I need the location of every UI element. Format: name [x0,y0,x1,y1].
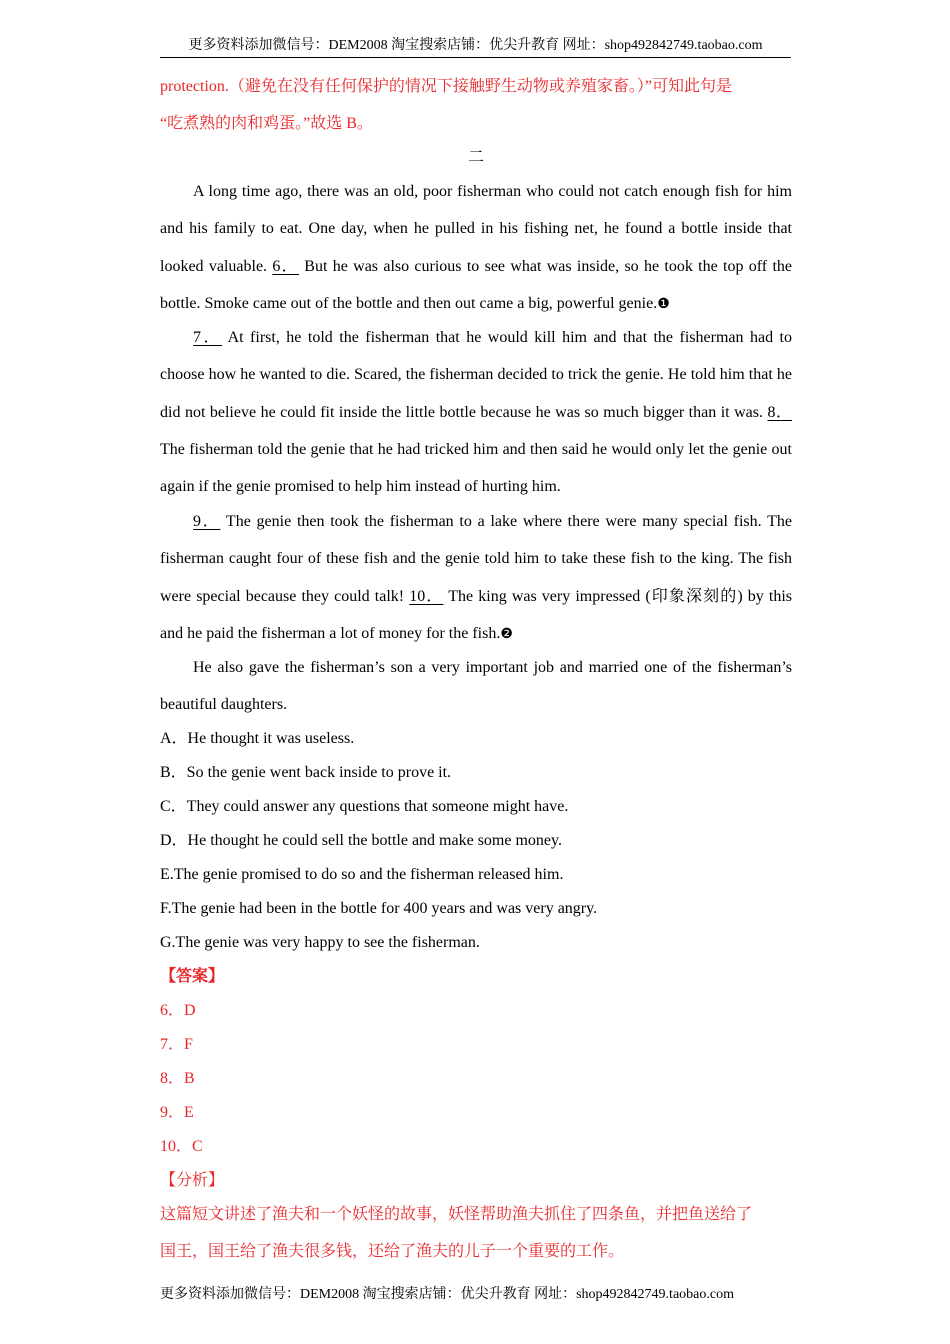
option-f: F.The genie had been in the bottle for 400 years and was very angry. [160,900,598,917]
p2-text-a: At first, he told the fisherman that he would kill him and that the fisherman had to choose how he wanted to die. Scared, the fisherman decided to trick the genie. He told him that he did not believe he could fit inside the little bottle because he was so much bigger than it was. [160,329,792,421]
page-footer: 更多资料添加微信号：DEM2008 淘宝搜索店铺：优尖升教育 网址：shop492842749.taobao.com [160,1287,734,1302]
analysis-line-2: 国王，国王给了渔夫很多钱，还给了渔夫的儿子一个重要的工作。 [160,1243,625,1260]
analysis-line-1: 这篇短文讲述了渔夫和一个妖怪的故事，妖怪帮助渔夫抓住了四条鱼，并把鱼送给了 [160,1206,753,1223]
analysis-heading: 【分析】 [160,1172,225,1189]
passage-paragraph-2 [160,319,792,505]
passage-paragraph-1 [160,173,792,323]
answer-heading: 【答案】 [160,968,225,985]
blank-6: 6． [272,257,299,275]
footnote-mark-1: ❶ [657,296,670,312]
answer-6: 6．D [160,1002,196,1019]
option-g: G.The genie was very happy to see the fisherman. [160,934,480,951]
option-d: D．He thought he could sell the bottle and make some money. [160,832,562,849]
blank-8: 8． [767,403,792,421]
passage-paragraph-4: He also gave the fisherman’s son a very important job and married one of the fisherman’s beautiful daughters. [160,659,792,714]
p1-text-a: A long time ago, there was an old, poor fisherman who could not catch enough fish for him and his family to eat. One day, when he pulled in his fishing net, he found a bottle inside that looked valuable. [160,183,792,275]
blank-10: 10． [409,587,444,605]
answer-10: 10．C [160,1138,203,1155]
blank-9: 9． [193,513,221,530]
footnote-mark-2: ❷ [500,626,513,642]
option-c: C．They could answer any questions that someone might have. [160,798,569,815]
option-a: A．He thought it was useless. [160,730,355,747]
blank-7: 7． [193,329,222,346]
page-header: 更多资料添加微信号：DEM2008 淘宝搜索店铺：优尖升教育 网址：shop492842749.taobao.com [160,36,791,58]
p3-text-a: The genie then took the fisherman to a lake where there were many special fish. The fisherman caught four of these fish and the genie told him to take these fish to the king. The fish were special because they could talk! [160,513,792,605]
answer-8: 8．B [160,1070,195,1087]
explanation-line-1: protection.（避免在没有任何保护的情况下接触野生动物或养殖家畜。）”可知此句是 [160,78,732,95]
section-title: 二 [467,149,484,166]
option-b: B．So the genie went back inside to prove it. [160,764,452,781]
answer-7: 7．F [160,1036,193,1053]
passage-paragraph-3 [160,503,792,653]
explanation-line-2: “吃煮熟的肉和鸡蛋。”故选 B。 [160,115,373,132]
p2-text-b: The fisherman told the genie that he had tricked him and then said he would only let the genie out again if the genie promised to help him instead of hurting him. [160,440,792,496]
option-e: E.The genie promised to do so and the fisherman released him. [160,866,564,883]
p3-text-b: The king was very impressed (印象深刻的) by this and he paid the fisherman a lot of money for the fish. [160,587,792,642]
answer-9: 9．E [160,1104,194,1121]
p1-text-b: But he was also curious to see what was inside, so he took the top off the bottle. Smoke came out of the bottle and then out came a big, powerful genie. [160,257,792,312]
